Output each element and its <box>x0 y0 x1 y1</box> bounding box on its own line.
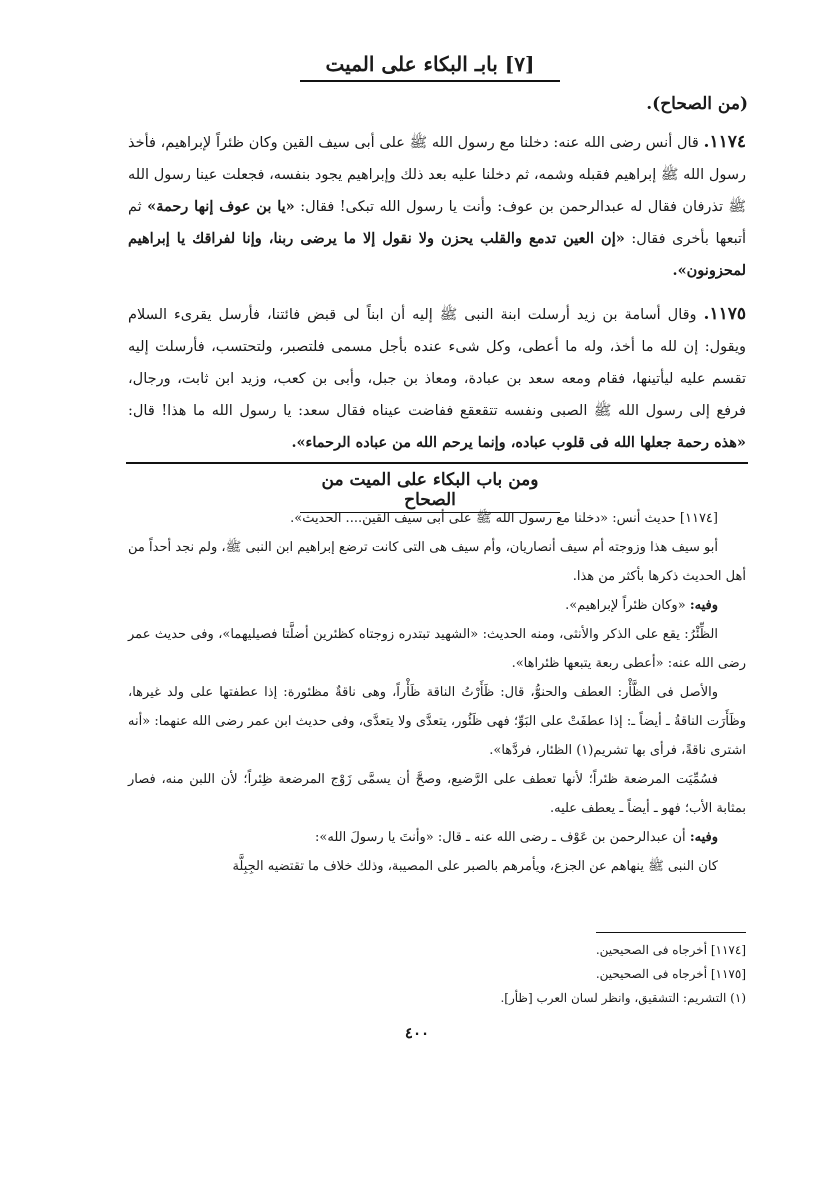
commentary-paragraph: والأصل فى الظَّأْر: العطف والحنوُّ، قال: ظَأَرْتُ الناقة ظَأْراً، وهى ناقةٌ مظئورة: إذا عطفتها على ولد غيرها، وظَأَرَت الناقةُ ـ أيضاً ـ: إذا عطفَتْ على البَوِّ؛ فهى ظَئُور، يتعدَّى ولا يتعدَّى، وفى حديث ابن عمر رضى الله عنهما: «أنه اشترى ناقةً، فرأى بها تشريم(١) الظئار، فردَّها». <box>128 685 746 758</box>
hadith-quote: «يا بن عوف إنها رحمة» <box>147 198 295 215</box>
hadith-text: قال أنس رضى الله عنه: دخلنا مع رسول الله ﷺ على أبى سيف القين وكان ظئراً لإبراهيم، فأخذ رسول الله ﷺ إبراهيم فقبله وشمه، ثم دخلنا عليه بعد ذلك وإبراهيم يجود بنفسه، فجعلت عينا رسول الله ﷺ تذرفان فقال له عبدالرحمن بن عوف: وأنت يا رسول الله تبكى! فقال: <box>128 135 746 215</box>
commentary-paragraph: أبو سيف هذا وزوجته أم سيف أنصاريان، وأم سيف هى التى كانت ترضع إبراهيم ابن النبى ﷺ، ولم نجد أحداً من أهل الحديث ذكرها بأكثر من هذا. <box>128 540 746 584</box>
section-divider <box>126 462 748 464</box>
chapter-title: [٧] بابـ البكاء على الميت <box>300 52 560 82</box>
commentary-paragraph: كان النبى ﷺ ينهاهم عن الجزع، ويأمرهم بالصبر على المصيبة، وذلك خلاف ما تقتضيه الجِبِلَّة <box>232 859 718 874</box>
hadith-quote: «إن العين تدمع والقلب يحزن ولا نقول إلا ما يرضى ربنا، وإنا لفراقك يا إبراهيم لمحزونون». <box>128 230 746 279</box>
hadith-text: ثم أتبعها بأخرى فقال: <box>128 199 747 247</box>
footnote: (١) التشريم: التشقيق، وانظر لسان العرب [ظأر]. <box>500 991 746 1005</box>
hadith-number: ١١٧٤. <box>703 132 746 152</box>
footnotes <box>300 938 746 1010</box>
footnote: [١١٧٤] أخرجاه فى الصحيحين. <box>595 943 746 957</box>
page-number: ٤٠٠ <box>404 1024 430 1042</box>
commentary-paragraph: وفيه: أن عبدالرحمن بن عَوْف ـ رضى الله عنه ـ قال: «وأنتَ يا رسولَ الله»: <box>315 830 718 845</box>
commentary-paragraph: وفيه: «وكان ظئراً لإبراهيم». <box>565 598 718 613</box>
commentary-title: ومن باب البكاء على الميت من الصحاح <box>300 470 560 513</box>
hadith-number: ١١٧٥. <box>703 304 746 324</box>
hadith-quote: «هذه رحمة جعلها الله فى قلوب عباده، وإنما يرحم الله من عباده الرحماء». <box>291 434 746 451</box>
footnote-divider <box>596 932 746 933</box>
hadith-text: وقال أسامة بن زيد أرسلت ابنة النبى ﷺ إليه أن ابناً لى قبض فائتنا، فأرسل يقرىء السلام ويقول: إن لله ما أخذ، وله ما أعطى، وكل شىء عنده بأجل مسمى فلتصبر، ولتحتسب، فأرسلت إليه تقسم عليه ليأتينها، فقام ومعه سعد بن عبادة، ومعاذ بن جبل، وأبى بن كعب، وزيد ابن ثابت، ورجال، فرفع إلى رسول الله ﷺ الصبى ونفسه تتقعقع ففاضت عيناه فقال سعد: يا رسول الله ما هذا! قال: <box>128 307 746 419</box>
footnote: [١١٧٥] أخرجاه فى الصحيحين. <box>595 967 746 981</box>
commentary-paragraph: فسُمِّيَت المرضعة ظئراً؛ لأنها تعطف على الرَّضيع، وصحَّ أن يسمَّى زَوْج المرضعة ظِئراً؛ لأن اللبن منه، فصار بمثابة الأب؛ فهو ـ أيضاً ـ يعطف عليه. <box>128 772 746 816</box>
hadith-1175 <box>128 298 746 459</box>
hadith-1174 <box>128 126 746 287</box>
commentary-paragraph: الظِّئْرُ: يقع على الذكر والأنثى، ومنه الحديث: «الشهيد تبتدره زوجتاه كظئرين أضلَّتا فصيليهما»، وفى حديث عمر رضى الله عنه: «أعطى ربعة يتبعها ظئراها». <box>128 627 746 671</box>
source-note: (من الصحاح). <box>646 94 748 114</box>
commentary-paragraph: [١١٧٤] حديث أنس: «دخلنا مع رسول الله ﷺ على أبى سيف القين.... الحديث». <box>290 511 718 526</box>
commentary <box>128 504 746 881</box>
